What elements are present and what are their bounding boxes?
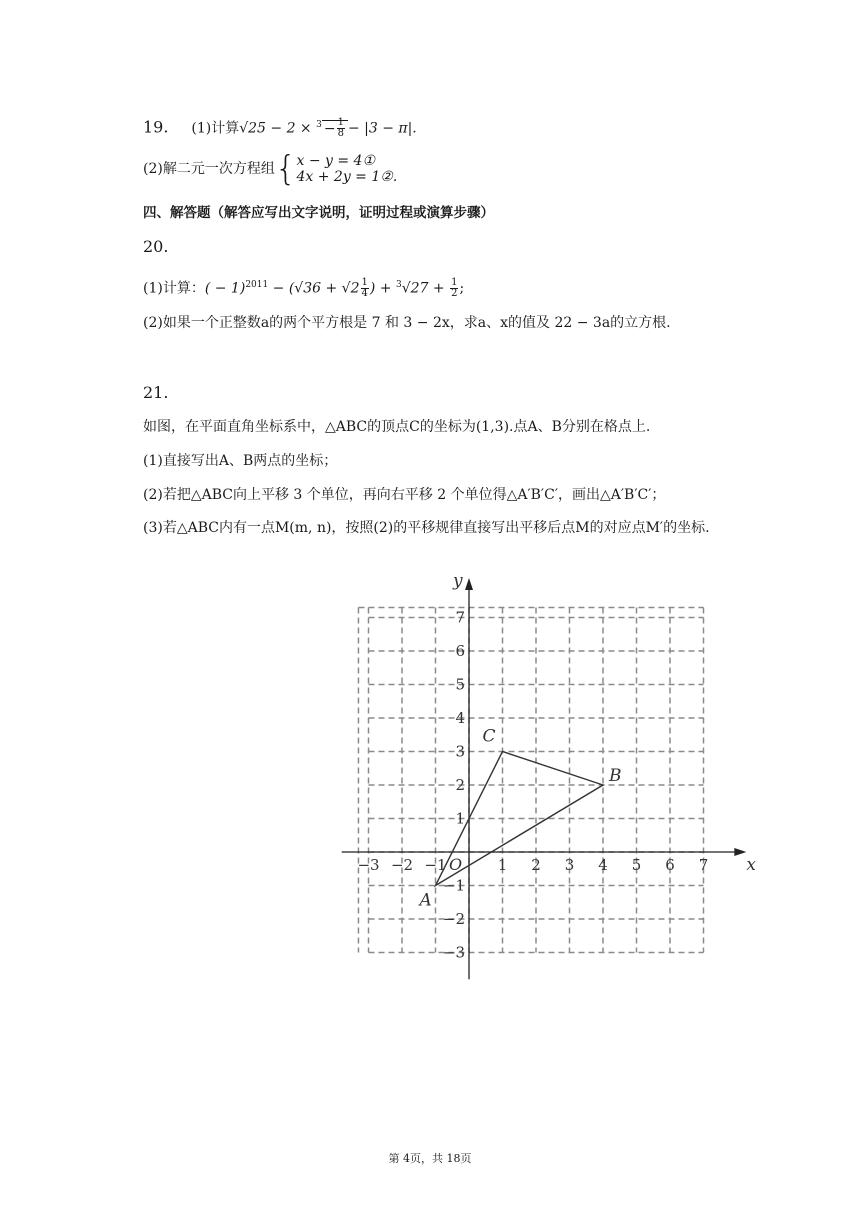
x-tick-label: −3 bbox=[357, 856, 380, 874]
q19-frac-den: 8 bbox=[337, 128, 344, 139]
q20-exponent: 2011 bbox=[245, 279, 269, 290]
q19-part2 bbox=[143, 149, 398, 189]
q20-mixed-den: 4 bbox=[361, 288, 368, 299]
x-tick-label: 2 bbox=[531, 856, 541, 874]
q19-part1 bbox=[143, 118, 417, 140]
point-label-c: C bbox=[482, 726, 496, 747]
q19-cuberoot: − $\frac{1}{8}$ bbox=[322, 120, 348, 137]
q21-part3: (3)若△ABC内有一点M(m, n)，按照(2)的平移规律直接写出平移后点M的对应点M′的坐标. bbox=[143, 520, 710, 536]
q21-part1: (1)直接写出A、B两点的坐标； bbox=[143, 453, 338, 469]
x-tick-label: 7 bbox=[698, 856, 709, 874]
grid bbox=[358, 607, 703, 952]
x-tick-label: 3 bbox=[564, 856, 575, 874]
y-tick-label: 5 bbox=[455, 675, 465, 694]
x-tick-label: 5 bbox=[631, 856, 642, 874]
q20-part1-a: ( − 1) bbox=[204, 280, 246, 297]
y-tick-label: −2 bbox=[442, 910, 465, 928]
q19-part2-prefix: (2)解二元一次方程组 bbox=[143, 161, 275, 177]
y-tick-label: 3 bbox=[455, 742, 465, 761]
equation-1: x − y = 4① bbox=[296, 153, 376, 169]
q20-part1-d: √27 + bbox=[401, 280, 450, 297]
q19-part1-expr-b: − |3 − π|. bbox=[347, 120, 417, 137]
y-tick-label: 4 bbox=[455, 709, 465, 727]
y-tick-label: −1 bbox=[442, 876, 465, 895]
section-heading: 四、解答题（解答应写出文字说明，证明过程或演算步骤） bbox=[143, 205, 494, 221]
y-tick-label: 7 bbox=[455, 608, 465, 627]
x-tick-label: 1 bbox=[497, 856, 508, 874]
equation-system bbox=[296, 153, 397, 185]
q20-cube-index: 3 bbox=[395, 279, 402, 290]
q21-part2: (2)若把△ABC向上平移 3 个单位，再向右平移 2 个单位得△A′B′C′，画出△A′B′C′； bbox=[143, 487, 666, 503]
q20-part2: (2)如果一个正整数a的两个平方根是 7 和 3 − 2x，求a、x的值及 22 − 3a的立方根. bbox=[143, 315, 671, 331]
x-axis-label: x bbox=[746, 855, 756, 875]
q20-half-den: 2 bbox=[451, 288, 458, 299]
point-label-a: A bbox=[419, 890, 432, 911]
equation-2: 4x + 2y = 1②. bbox=[296, 169, 398, 185]
page-footer: 第 4页，共 18页 bbox=[388, 1152, 472, 1165]
y-axis-label: y bbox=[453, 571, 463, 591]
q20-part1-b: − (√36 + √2 bbox=[268, 280, 360, 297]
q20-part1-c: ) + bbox=[369, 280, 396, 297]
y-tick-label: 6 bbox=[455, 642, 465, 660]
q20-mixed-num: 1 bbox=[361, 277, 368, 288]
q19-part1-expr-a: √25 − 2 × bbox=[239, 120, 317, 137]
y-axis-arrow bbox=[465, 578, 473, 590]
q21-intro: 如图，在平面直角坐标系中，△ABC的顶点C的坐标为(1,3).点A、B分别在格点上. bbox=[143, 419, 651, 435]
coordinate-graph bbox=[0, 560, 860, 1020]
q20-part1 bbox=[143, 278, 464, 300]
x-tick-label: 4 bbox=[598, 856, 608, 874]
tick-labels bbox=[357, 571, 756, 962]
q20-number: 20. bbox=[143, 237, 169, 256]
q20-part1-end: ; bbox=[459, 280, 465, 297]
x-axis-arrow bbox=[734, 848, 746, 856]
q20-half-num: 1 bbox=[451, 277, 458, 288]
x-tick-label: −1 bbox=[424, 856, 447, 874]
y-tick-label: 2 bbox=[455, 776, 465, 794]
origin-label: O bbox=[449, 855, 463, 874]
system-brace: { bbox=[274, 149, 297, 189]
q20-part1-prefix: (1)计算： bbox=[143, 280, 205, 297]
x-tick-label: −2 bbox=[390, 856, 414, 874]
q19-cuberoot-index: 3 bbox=[316, 119, 322, 130]
point-label-b: B bbox=[609, 766, 622, 786]
q21-number: 21. bbox=[143, 383, 169, 402]
y-tick-label: −3 bbox=[442, 943, 465, 962]
q19-number: 19. bbox=[143, 117, 169, 137]
y-tick-label: 1 bbox=[455, 809, 465, 828]
q19-frac-num: 1 bbox=[337, 117, 344, 128]
q19-part1-prefix: (1)计算 bbox=[191, 120, 240, 137]
x-tick-label: 6 bbox=[665, 856, 675, 874]
